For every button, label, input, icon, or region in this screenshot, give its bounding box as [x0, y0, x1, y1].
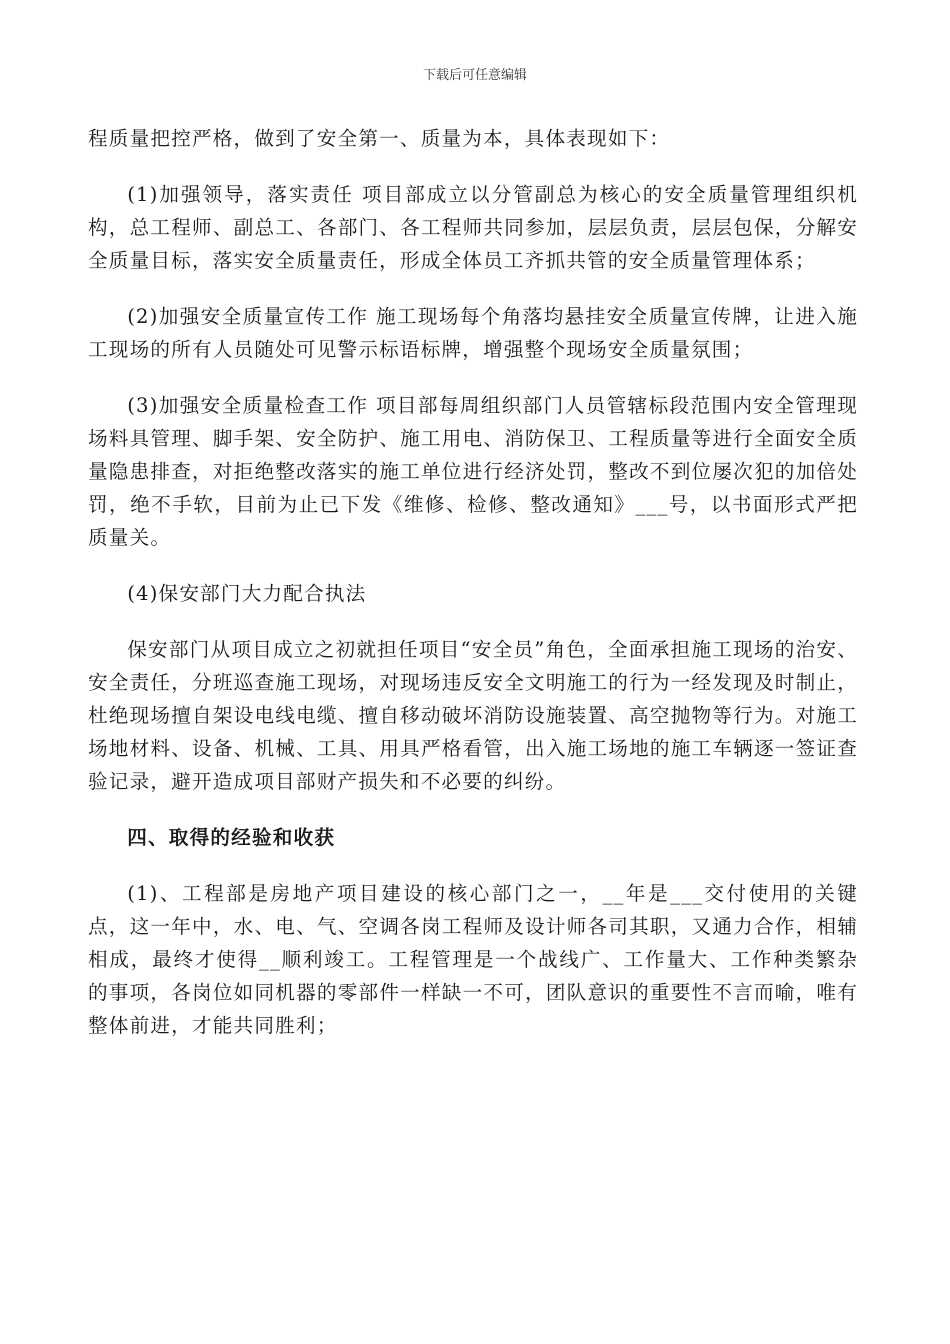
paragraph-item-3: (3)加强安全质量检查工作 项目部每周组织部门人员管辖标段范围内安全管理现场料具管理、脚手架、安全防护、施工用电、消防保卫、工程质量等进行全面安全质量隐患排查，对拒绝整改落实的施工单位进行经济处罚，整改不到位屡次犯的加倍处罚，绝不手软，目前为止已下发《维修、检修、整改通知》___号，以书面形式严把质量关。 — [88, 394, 858, 549]
page-header: 下载后可任意编辑 — [422, 68, 527, 83]
paragraph-item-4: (4)保安部门大力配合执法 — [127, 582, 367, 605]
paragraph-security-dept: 保安部门从项目成立之初就担任项目“安全员”角色，全面承担施工现场的治安、安全责任，分班巡查施工现场，对现场违反安全文明施工的行为一经发现及时制止，杜绝现场擅自架设电线电缆、擅自移动破坏消防设施装置、高空抛物等行为。对施工场地材料、设备、机械、工具、用具严格看管，出入施工场地的施工车辆逐一签证查验记录，避开造成项目部财产损失和不必要的纠纷。 — [88, 638, 858, 793]
paragraph-intro-continuation: 程质量把控严格，做到了安全第一、质量为本，具体表现如下： — [88, 127, 671, 150]
section-heading-4: 四、取得的经验和收获 — [127, 826, 336, 849]
paragraph-experience-1: (1)、工程部是房地产项目建设的核心部门之一，__年是___交付使用的关键点，这一年中，水、电、气、空调各岗工程师及设计师各司其职，又通力合作，相辅相成，最终才使得__顺利竣工。工程管理是一个战线广、工作量大、工作种类繁杂的事项，各岗位如同机器的零部件一样缺一不可，团队意识的重要性不言而喻，唯有整体前进，才能共同胜利； — [88, 882, 858, 1037]
paragraph-item-1: (1)加强领导，落实责任 项目部成立以分管副总为核心的安全质量管理组织机构，总工程师、副总工、各部门、各工程师共同参加，层层负责，层层包保，分解安全质量目标，落实安全质量责任，形成全体员工齐抓共管的安全质量管理体系； — [88, 183, 858, 272]
document-body — [88, 122, 858, 1065]
paragraph-item-2: (2)加强安全质量宣传工作 施工现场每个角落均悬挂安全质量宣传牌，让进入施工现场的所有人员随处可见警示标语标牌，增强整个现场安全质量氛围； — [88, 305, 858, 361]
